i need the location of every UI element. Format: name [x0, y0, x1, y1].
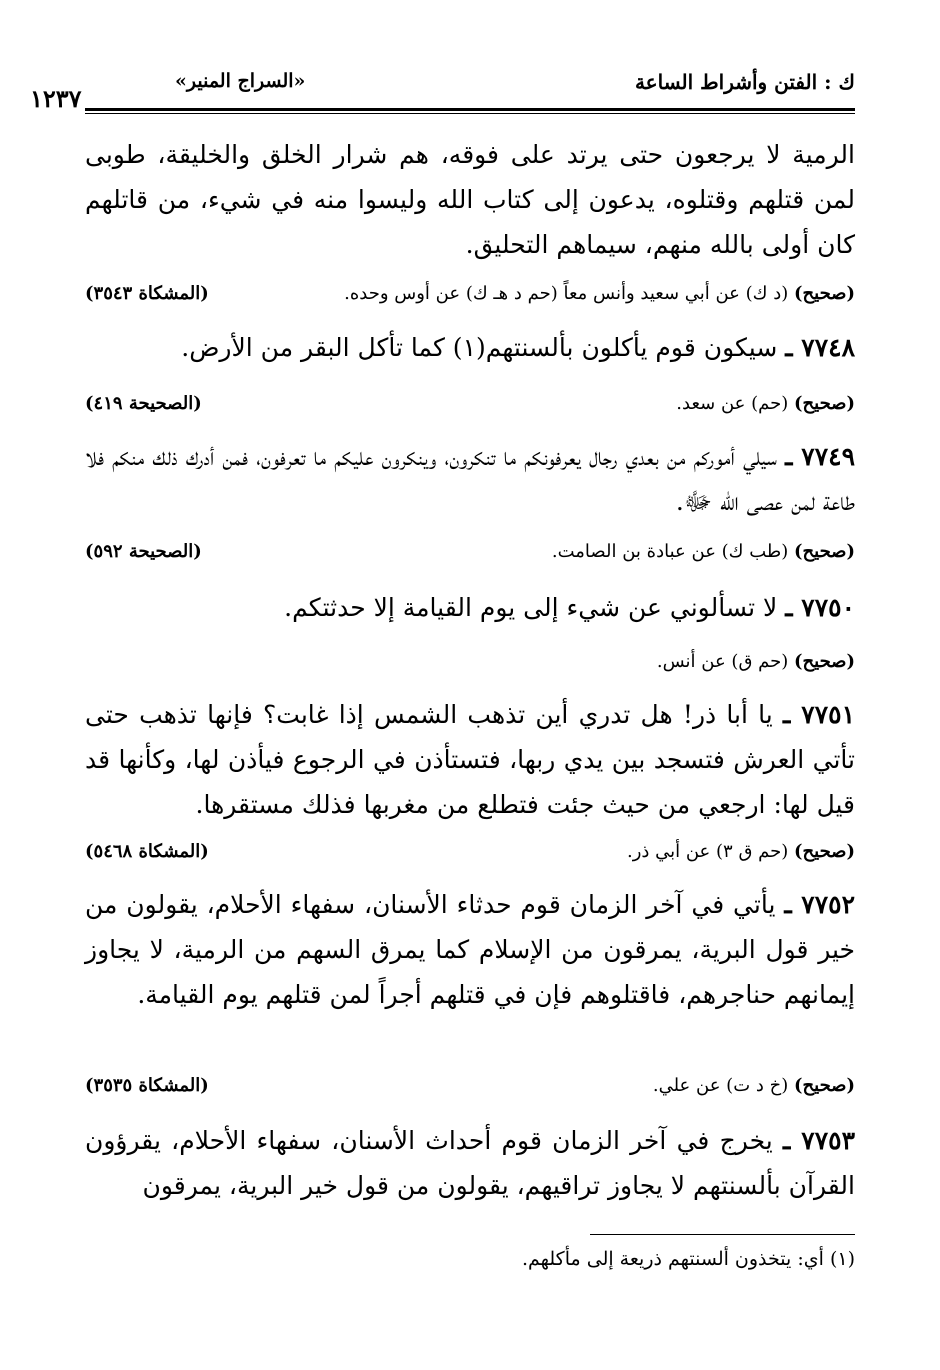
- hadith-text: سيكون قوم يأكلون بألسنتهم(١) كما تأكل البقر من الأرض.: [181, 333, 778, 362]
- reference: (المشكاة ٣٥٤٣): [85, 283, 209, 304]
- source-text: (خ د ت) عن علي.: [652, 1075, 789, 1096]
- reference: (المشكاة ٥٤٦٨): [85, 841, 209, 862]
- grade: (صحيح): [794, 1075, 855, 1096]
- hadith-number: ٧٧٤٨ ـ: [785, 333, 855, 362]
- hadith-number: ٧٧٥٣ ـ: [782, 1126, 855, 1155]
- page-number: ١٢٣٧: [30, 84, 82, 113]
- reference: (الصحيحة ٥٩٢): [85, 541, 202, 562]
- hadith-number: ٧٧٥٠ ـ: [785, 593, 855, 622]
- source-text-wrap: [627, 838, 855, 866]
- hadith-source: [85, 538, 855, 566]
- hadith-text: سيلي أموركم من بعدي رجال يعرفونكم ما تنكرون، وينكرون عليكم ما تعرفون، فمن أدرك ذلك منكم فلا طاعة لمن عصى الله ﷻ.: [85, 442, 855, 516]
- hadith-7748: [85, 325, 855, 370]
- hadith-7750: [85, 585, 855, 630]
- hadith-7753: [85, 1118, 855, 1208]
- grade: (صحيح): [794, 651, 855, 672]
- hadith-number: ٧٧٥١ ـ: [782, 700, 856, 729]
- hadith-source: [85, 648, 855, 676]
- source-text-wrap: [657, 648, 855, 676]
- hadith-text: الرمية لا يرجعون حتى يرتد على فوقه، هم شرار الخلق والخليقة، طوبى لمن قتلهم وقتلوه، يدعون إلى كتاب الله وليسوا منه في شيء، من قاتلهم كان أولى بالله منهم، سيماهم التحليق.: [85, 140, 855, 259]
- reference: (المشكاة ٣٥٣٥): [85, 1075, 209, 1096]
- chapter-title: ك : الفتن وأشراط الساعة: [634, 70, 855, 94]
- book-title: «السراج المنير»: [175, 70, 306, 92]
- source-text: (حم) عن سعد.: [676, 393, 789, 414]
- hadith-text: يأتي في آخر الزمان قوم حدثاء الأسنان، سفهاء الأحلام، يقولون من خير قول البرية، يمرقون من الإسلام كما يمرق السهم من الرمية، لا يجاوز إيمانهم حناجرهم، فاقتلوهم فإن في قتلهم أجراً لمن قتلهم يوم القيامة.: [85, 890, 855, 1009]
- hadith-text: يخرج في آخر الزمان قوم أحداث الأسنان، سفهاء الأحلام، يقرؤون القرآن بألسنتهم لا يجاوز تراقيهم، يقولون من قول خير البرية، يمرقون: [85, 1126, 855, 1200]
- header-rule-thin: [85, 113, 855, 114]
- source-text: (حم ق) عن أنس.: [656, 651, 789, 672]
- hadith-text: يا أبا ذر! هل تدري أين تذهب الشمس إذا غابت؟ فإنها تذهب حتى تأتي العرش فتسجد بين يدي ربها، فتستأذن في الرجوع فيأذن لها، وكأنها قد قيل لها: ارجعي من حيث جئت فتطلع من مغربها فذلك مستقرها.: [85, 700, 855, 819]
- footnote: (١) أي: يتخذون ألسنتهم ذريعة إلى مأكلهم.: [521, 1248, 855, 1270]
- grade: (صحيح): [794, 393, 855, 414]
- hadith-source: [85, 838, 855, 866]
- source-text: (د ك) عن أبي سعيد وأنس معاً (حم د هـ ك) عن أوس وحده.: [344, 283, 789, 304]
- reference: (الصحيحة ٤١٩): [85, 393, 202, 414]
- hadith-7752: [85, 882, 855, 1017]
- running-header: [30, 70, 855, 113]
- source-text-wrap: [653, 1072, 855, 1100]
- hadith-source: [85, 1072, 855, 1100]
- source-text: (طب ك) عن عبادة بن الصامت.: [551, 541, 789, 562]
- hadith-7749: [85, 434, 855, 524]
- source-text-wrap: [676, 390, 855, 418]
- hadith-continuation: [85, 132, 905, 267]
- source-text-wrap: [344, 280, 855, 308]
- hadith-text: لا تسألوني عن شيء إلى يوم القيامة إلا حدثتكم.: [284, 593, 778, 622]
- source-text: (حم ق ٣) عن أبي ذر.: [626, 841, 789, 862]
- grade: (صحيح): [794, 283, 855, 304]
- hadith-number: ٧٧٤٩ ـ: [785, 442, 856, 471]
- grade: (صحيح): [794, 841, 855, 862]
- hadith-source: [85, 390, 855, 418]
- footnote-rule: [590, 1234, 855, 1235]
- hadith-7751: [85, 692, 855, 827]
- grade: (صحيح): [794, 541, 855, 562]
- header-rule-thick: [85, 108, 855, 111]
- hadith-source: [85, 280, 855, 308]
- source-text-wrap: [552, 538, 855, 566]
- hadith-number: ٧٧٥٢ ـ: [784, 890, 856, 919]
